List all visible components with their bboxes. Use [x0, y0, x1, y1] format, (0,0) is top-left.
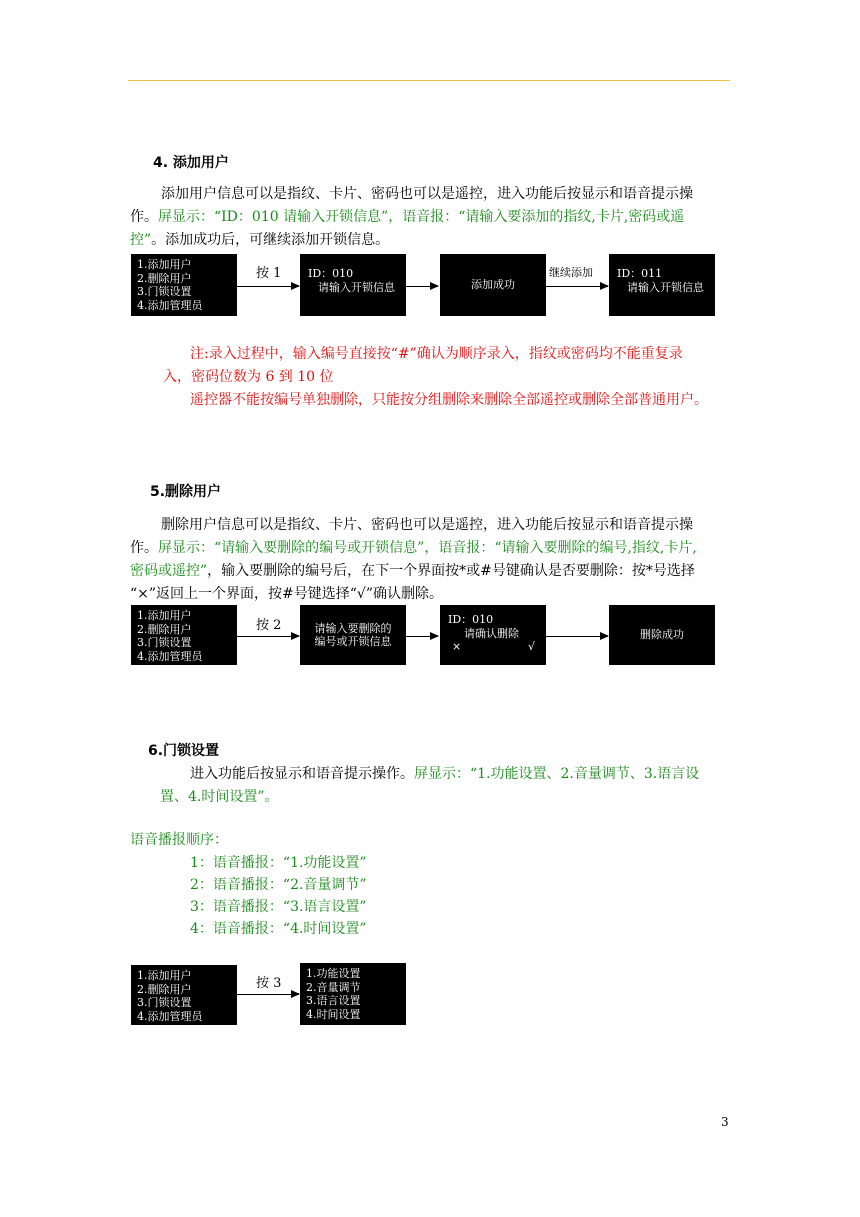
- section-heading-lock-settings: 6.门锁设置: [148, 743, 220, 759]
- menu-item: 4.添加管理员: [137, 298, 203, 312]
- screen-main-menu: [131, 965, 237, 1025]
- screen-settings-menu: [300, 963, 406, 1025]
- screen-main-menu: [131, 254, 237, 316]
- arrow: [406, 636, 438, 637]
- voice-item: 2：语音播报：“2.音量调节”: [190, 877, 367, 893]
- paragraph-line: 作。屏显示：“请输入要删除的编号或开锁信息”，语音报：“请输入要删除的编号,指纹,卡片,: [130, 540, 697, 556]
- page-number: 3: [721, 1115, 729, 1129]
- screen-prompt: 请输入开锁信息: [627, 280, 704, 294]
- menu-item: 2.删除用户: [137, 271, 192, 285]
- screen-id: ID：010: [308, 267, 354, 280]
- paragraph-line: 删除用户信息可以是指纹、卡片、密码也可以是遥控，进入功能后按显示和语音提示操: [161, 517, 693, 533]
- screen-main-menu: [131, 605, 237, 665]
- paragraph-line: 置、4.时间设置”。: [160, 789, 279, 805]
- section-heading-add-user: 4. 添加用户: [153, 155, 229, 171]
- note-line: 入，密码位数为 6 到 10 位: [163, 369, 334, 385]
- screen-confirm-delete: [440, 605, 546, 665]
- paragraph-line: 作。屏显示：“ID：010 请输入开锁信息”，语音报：“请输入要添加的指纹,卡片,密码或遥: [130, 209, 685, 225]
- screen-delete-success: 删除成功: [609, 605, 715, 665]
- screen-id: ID：010: [448, 613, 494, 626]
- screen-prompt: 请输入开锁信息: [318, 280, 395, 294]
- menu-item: 2.音量调节: [306, 980, 361, 994]
- screen-prompt: 请确认删除: [464, 626, 519, 640]
- menu-item: 4.时间设置: [306, 1007, 361, 1021]
- note-line: 注:录入过程中，输入编号直接按“#”确认为顺序录入，指纹或密码均不能重复录: [190, 346, 683, 362]
- press-label: 按 2: [256, 618, 282, 633]
- menu-item: 1.功能设置: [306, 967, 361, 980]
- screen-id: ID：011: [617, 267, 663, 280]
- menu-item: 4.添加管理员: [137, 1009, 203, 1023]
- paragraph-line: 添加用户信息可以是指纹、卡片、密码也可以是遥控，进入功能后按显示和语音提示操: [161, 186, 693, 202]
- arrow: [546, 636, 608, 637]
- voice-item: 1：语音播报：“1.功能设置”: [190, 855, 367, 871]
- voice-item: 4：语音播报：“4.时间设置”: [190, 921, 367, 937]
- screen-prompt: 编号或开锁信息: [314, 635, 392, 648]
- screen-enter-unlock-info-next: [609, 254, 715, 316]
- arrow: [237, 994, 299, 995]
- paragraph-line: “×”返回上一个界面，按#号键选择“√”确认删除。: [130, 586, 444, 602]
- paragraph-line: 密码或遥控”，输入要删除的编号后，在下一个界面按*或#号键确认是否要删除：按*号选择: [130, 563, 695, 579]
- press-label: 按 1: [256, 266, 282, 281]
- menu-item: 2.删除用户: [137, 982, 192, 996]
- arrow: [546, 286, 608, 287]
- confirm-check-icon: √: [528, 640, 536, 653]
- voice-item: 3：语音播报：“3.语言设置”: [190, 899, 367, 915]
- arrow: [406, 286, 438, 287]
- menu-item: 3.语言设置: [306, 994, 361, 1007]
- screen-enter-delete-info: [300, 605, 406, 665]
- arrow: [237, 636, 299, 637]
- menu-item: 4.添加管理员: [137, 649, 203, 663]
- menu-item: 1.添加用户: [137, 258, 192, 271]
- menu-item: 1.添加用户: [137, 969, 192, 982]
- screen-add-success: 添加成功: [440, 254, 546, 316]
- menu-item: 3.门锁设置: [137, 285, 192, 298]
- note-line: 遥控器不能按编号单独删除，只能按分组删除来删除全部遥控或删除全部普通用户。: [190, 392, 708, 408]
- cancel-x-icon: ×: [452, 640, 462, 653]
- paragraph-line: 进入功能后按显示和语音提示操作。屏显示：“1.功能设置、2.音量调节、3.语言设: [190, 766, 700, 782]
- menu-item: 1.添加用户: [137, 609, 192, 622]
- press-label: 按 3: [256, 976, 282, 991]
- arrow: [237, 286, 299, 287]
- screen-enter-unlock-info: [300, 254, 406, 316]
- continue-label: 继续添加: [549, 266, 593, 279]
- menu-item: 3.门锁设置: [137, 996, 192, 1009]
- header-rule: [128, 80, 730, 81]
- section-heading-delete-user: 5.删除用户: [150, 484, 222, 500]
- menu-item: 2.删除用户: [137, 622, 192, 636]
- voice-order-title: 语音播报顺序：: [130, 832, 228, 848]
- paragraph-line: 控”。添加成功后，可继续添加开锁信息。: [130, 232, 390, 248]
- menu-item: 3.门锁设置: [137, 636, 192, 649]
- screen-prompt: 请输入要删除的: [314, 621, 392, 635]
